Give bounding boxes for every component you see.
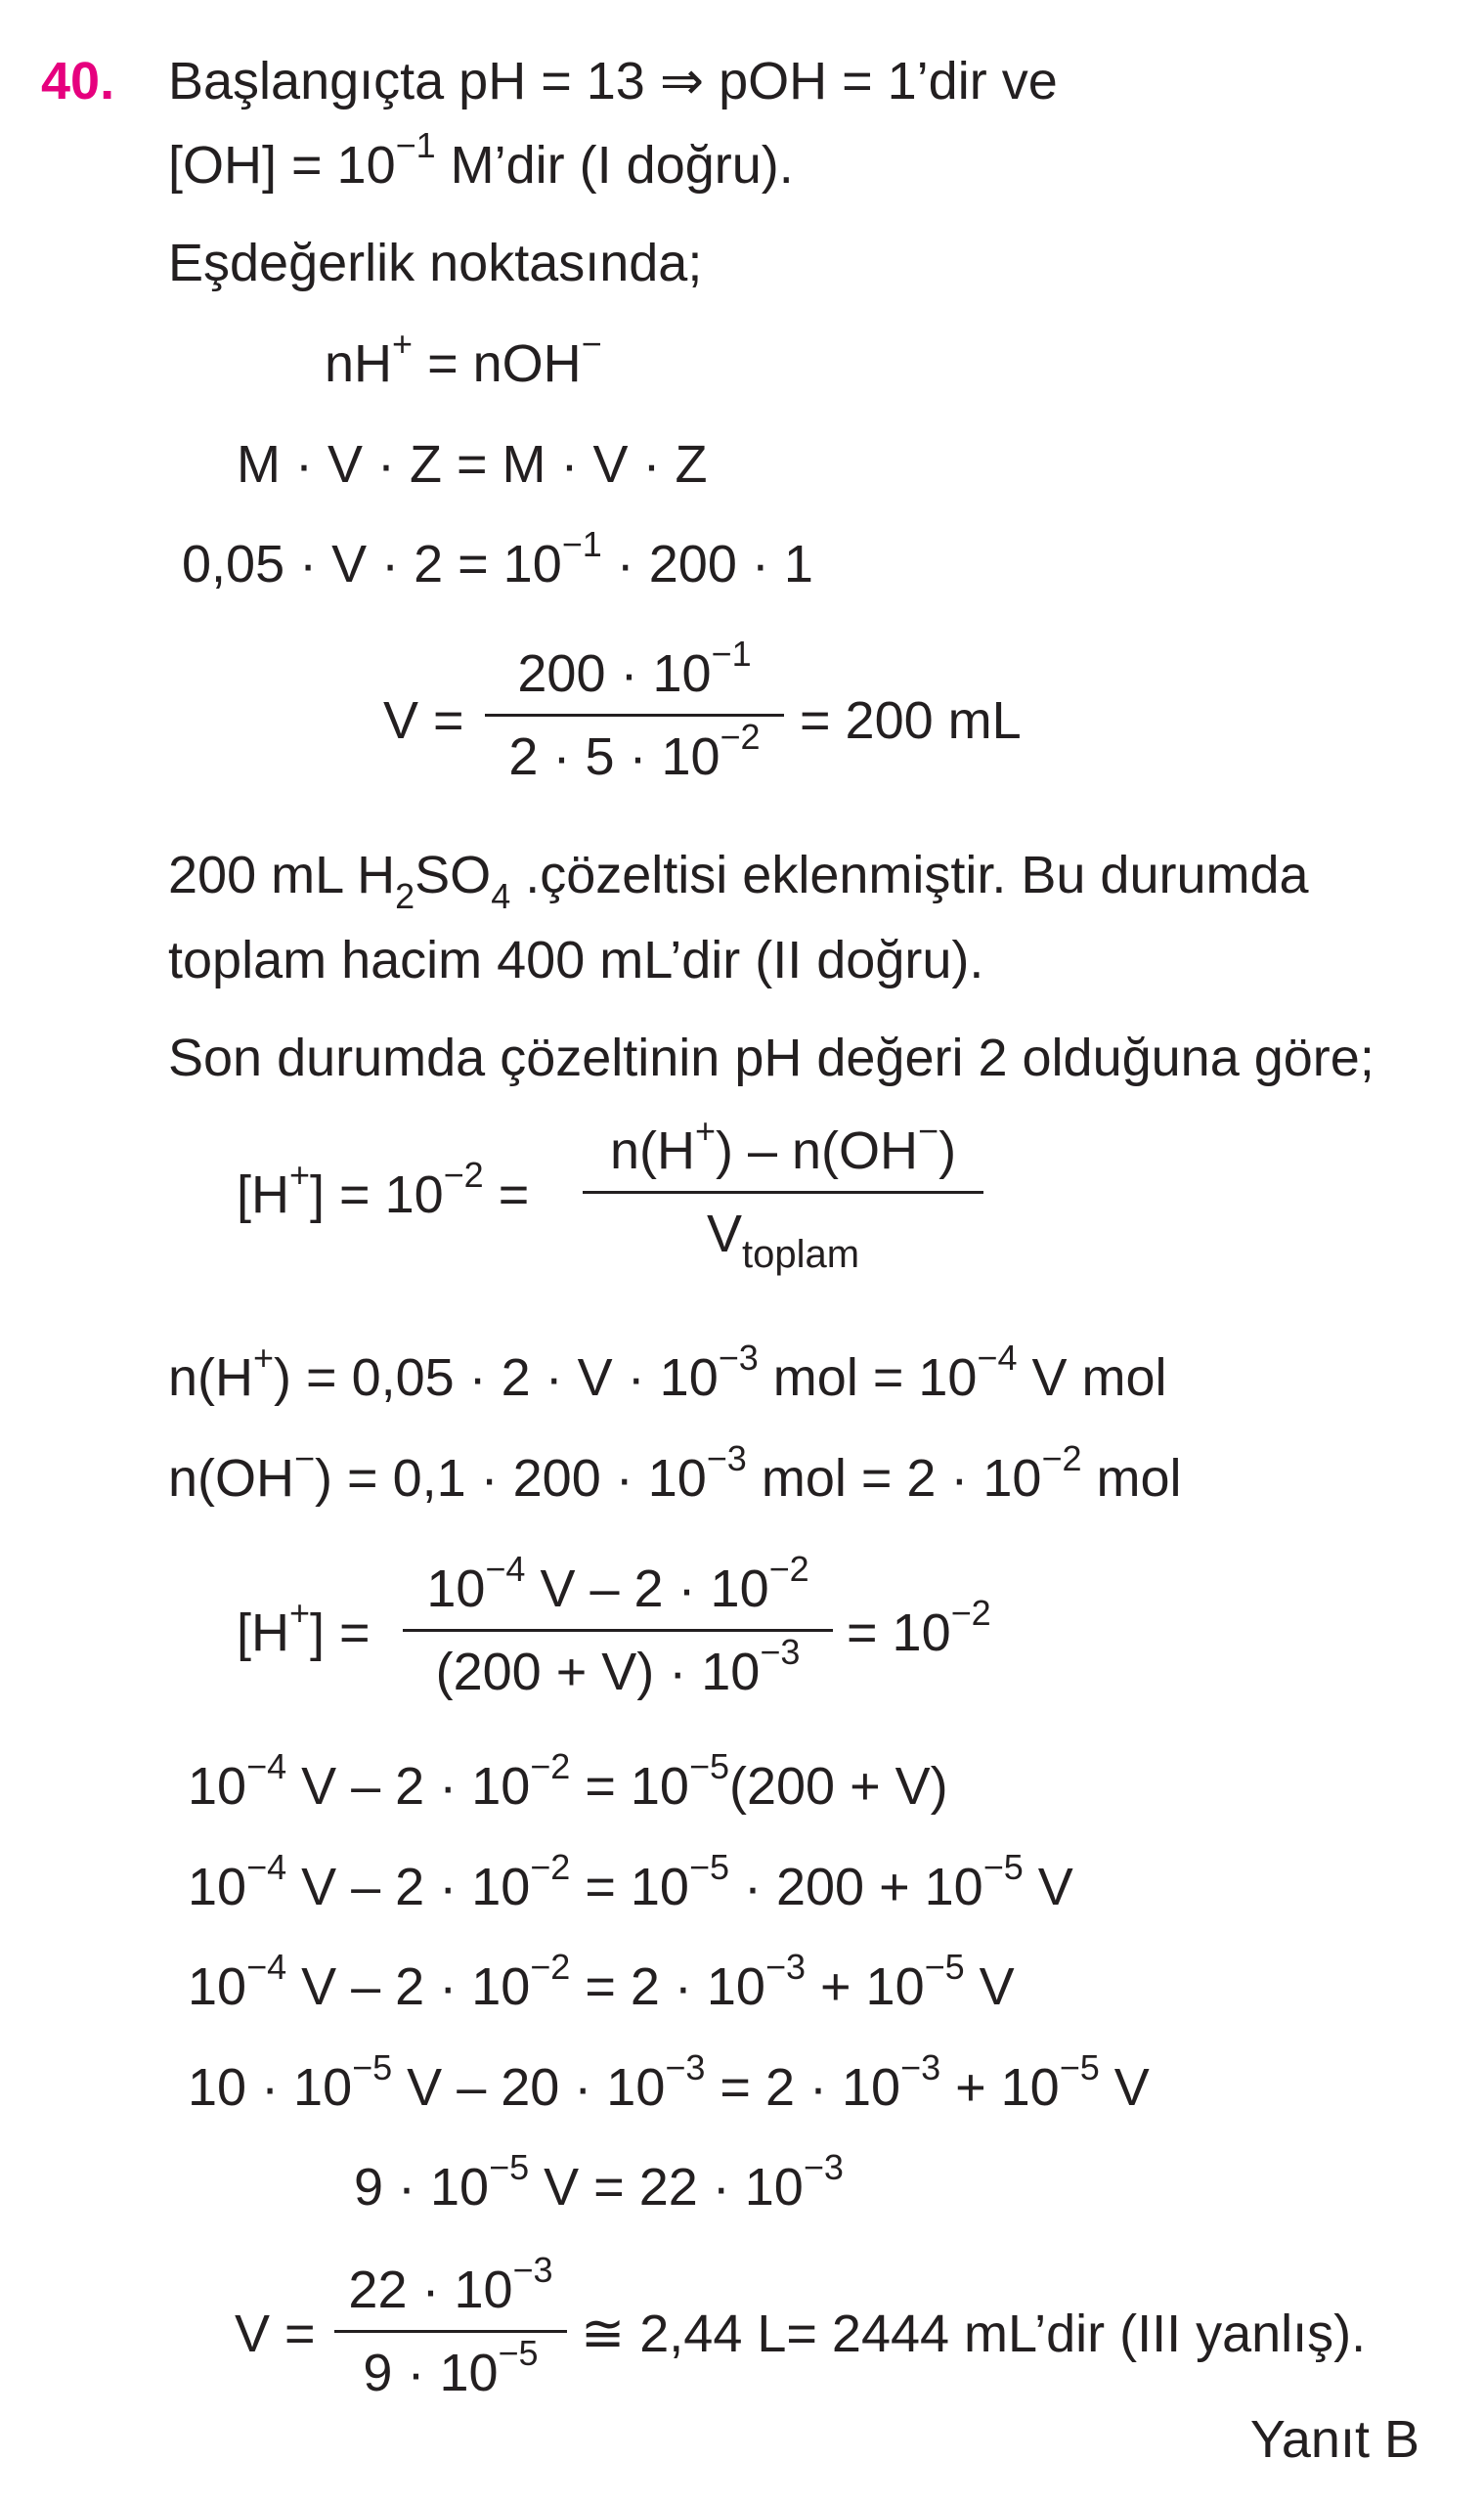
h-concentration-left: $[H^+] = 10^{-2}$ = xyxy=(237,1155,530,1224)
solve-fraction-left: [H+] = xyxy=(237,1593,371,1662)
solve-step-1: $10^{-4}$ $V - 2 \cdot 10^{-2} = 10^{-5}(200 + V)$ xyxy=(188,1746,948,1816)
solve-fraction-right: = $10^{-2}$ xyxy=(847,1593,991,1662)
solve-step-5: $9 \cdot 10^{-5}$ $V = 22 \cdot 10^{-3}$ xyxy=(354,2147,844,2217)
equivalence-heading: Eşdeğerlik noktasında; xyxy=(168,234,703,292)
solve-step-3: $10^{-4}$ $V - 2 \cdot 10^{-2} = 2 \cdot 10^{-3} + 10^{-5}$ V xyxy=(188,1947,1015,2016)
added-line-1: 200 mL $H_2SO_4$ .çözeltisi eklenmiştir. Bu durumda xyxy=(168,846,1309,916)
v-label: V = xyxy=(383,691,464,750)
equation-mvz: M · V · Z = M · V · Z xyxy=(237,435,708,494)
v-result: = 200 mL xyxy=(800,691,1022,750)
intro-line-1: Başlangıçta pH = 13 ⇒ pOH = 1’dir ve xyxy=(168,52,1058,110)
equation-moles-equal: nH+ = nOH− xyxy=(325,324,602,393)
final-v-label: V = xyxy=(235,2305,316,2363)
solve-step-2: $10^{-4}$ $V - 2 \cdot 10^{-2} = 10^{-5} \cdot 200 + 10^{-5}$ V xyxy=(188,1847,1073,1916)
h-concentration-fraction xyxy=(583,1111,983,1276)
added-line-2: toplam hacim 400 mL’dir (II doğru). xyxy=(168,931,984,989)
final-state-heading: Son durumda çözeltinin pH değeri 2 olduğuna göre; xyxy=(168,1029,1375,1087)
moles-oh: $n(OH^-) = 0,1 \cdot 200 \cdot 10^{-3}$ mol = $2 \cdot 10^{-2}$ mol xyxy=(168,1438,1182,1508)
solve-fraction xyxy=(403,1549,833,1701)
equation-substitution: $0,05 \cdot V \cdot 2 = 10^{-1} \cdot 200 \cdot 1$ xyxy=(182,524,813,593)
intro-line-2: $[OH] = 10^{-1}$ M’dir (I doğru). xyxy=(168,125,794,195)
v-fraction xyxy=(485,634,784,786)
v-numerator: $200 \cdot 10^{-1}$ xyxy=(517,634,752,703)
h-fraction-denominator: $V_{toplam}$ xyxy=(706,1205,860,1276)
solve-step-4: $10 \cdot 10^{-5}$ $V - 20 \cdot 10^{-3} = 2 \cdot 10^{-3} + 10^{-5}$ V xyxy=(188,2047,1150,2117)
v-denominator: $2 \cdot 5 \cdot 10^{-2}$ xyxy=(508,717,761,786)
answer-label: Yanıt B xyxy=(1249,2410,1419,2469)
final-fraction-denominator: $9 \cdot 10^{-5}$ xyxy=(363,2333,539,2402)
moles-h: $n(H^+) = 0,05 \cdot 2 \cdot V \cdot 10^{-3}$ mol = $10^{-4}$ V mol xyxy=(168,1338,1167,1407)
final-fraction-numerator: $22 \cdot 10^{-3}$ xyxy=(348,2250,553,2319)
question-number: 40. xyxy=(41,52,115,110)
h-fraction-numerator: n(H+) – n(OH−) xyxy=(609,1111,957,1180)
solve-fraction-numerator: $10^{-4}$ $V - 2 \cdot 10^{-2}$ xyxy=(426,1549,809,1618)
final-fraction xyxy=(334,2250,567,2402)
solve-fraction-denominator: $(200 + V) \cdot 10^{-3}$ xyxy=(435,1632,801,1701)
final-result: ≅ 2,44 L= 2444 mL’dir (III yanlış). xyxy=(581,2305,1367,2363)
